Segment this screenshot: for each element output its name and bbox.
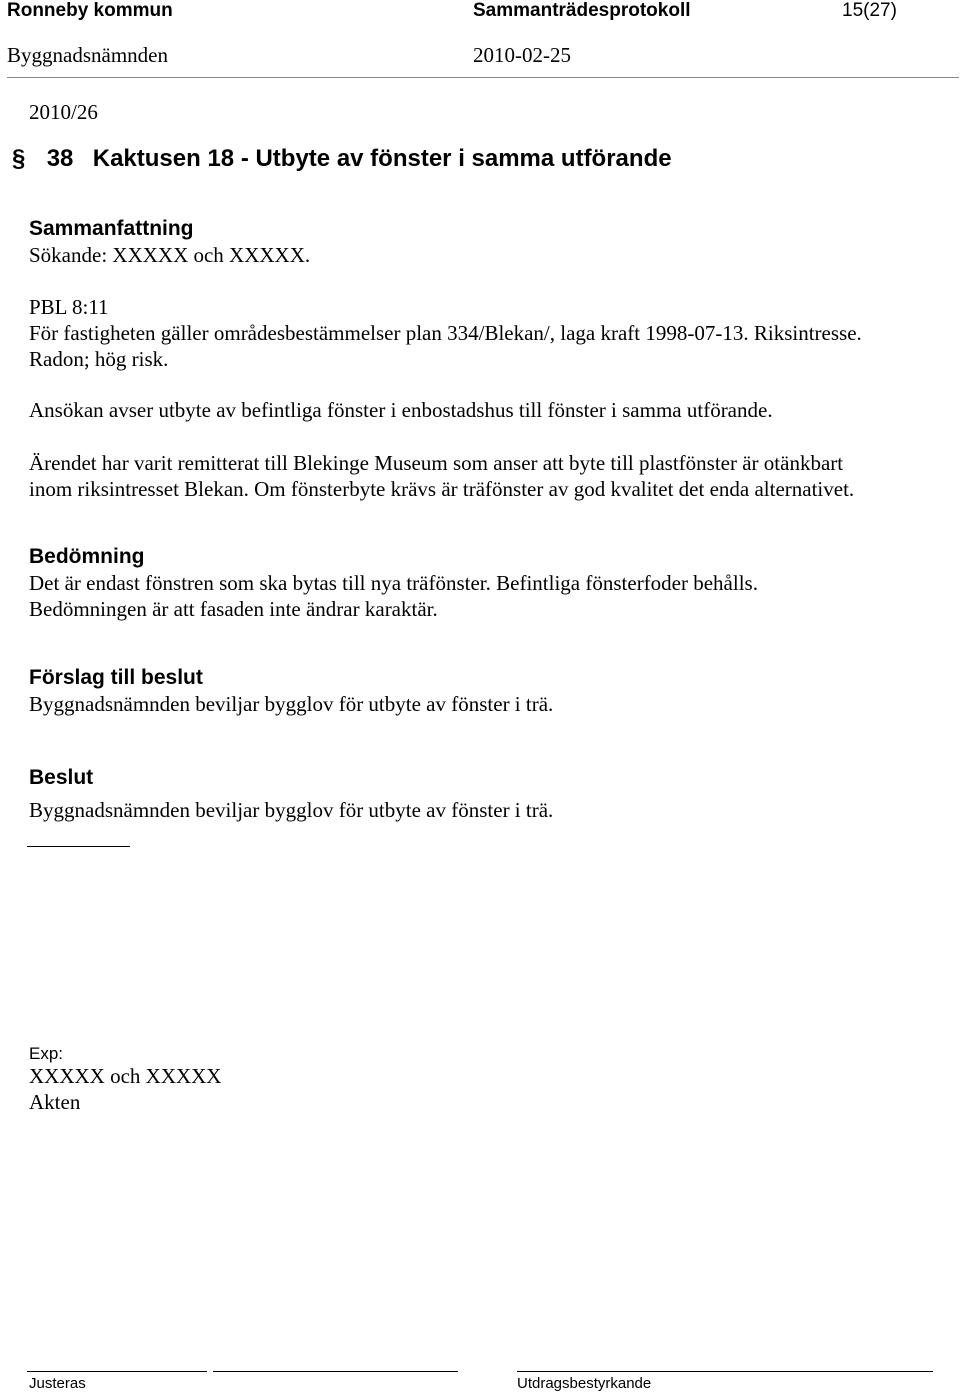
- assessment-line-1: Det är endast fönstren som ska bytas till nya träfönster. Befintliga fönsterfoder behålls.: [29, 571, 758, 595]
- plan-line-1: För fastigheten gäller områdesbestämmelser plan 334/Blekan/, laga kraft 1998-07-13. Riksintresse.: [29, 321, 862, 345]
- paragraph-number: 38: [46, 145, 74, 172]
- plan-line-2: Radon; hög risk.: [29, 347, 169, 371]
- referral-line-1: Ärendet har varit remitterat till Blekinge Museum som anser att byte till plastfönster är otänkbart: [29, 451, 844, 475]
- header-rule: [7, 77, 959, 78]
- verify-signature-line: [27, 1371, 207, 1372]
- verify-signature-line-2: [213, 1371, 458, 1372]
- page-number: 15(27): [842, 0, 897, 21]
- decision-heading: Beslut: [29, 766, 94, 789]
- case-number: 2010/26: [29, 100, 98, 124]
- decision-text: Byggnadsnämnden beviljar bygglov för utbyte av fönster i trä.: [29, 798, 554, 822]
- paragraph-heading: [12, 145, 672, 173]
- dispatch-recipient: XXXXX och XXXXX: [29, 1064, 222, 1088]
- footer-verify: Justeras: [29, 1375, 86, 1392]
- case-title: Kaktusen 18 - Utbyte av fönster i samma utförande: [92, 145, 672, 172]
- assessment-heading: Bedömning: [29, 545, 145, 568]
- proposal-text: Byggnadsnämnden beviljar bygglov för utbyte av fönster i trä.: [29, 692, 554, 716]
- decision-end-rule: [27, 846, 130, 847]
- application-line: Ansökan avser utbyte av befintliga fönster i enbostadshus till fönster i samma utförande.: [29, 398, 773, 422]
- org-name: Ronneby kommun: [7, 0, 173, 21]
- meeting-date: 2010-02-25: [473, 43, 571, 67]
- pbl-line: PBL 8:11: [29, 295, 109, 319]
- referral-line-2: inom riksintresset Blekan. Om fönsterbyte krävs är träfönster av god kvalitet det enda alternativet.: [29, 477, 855, 501]
- dispatch-file: Akten: [29, 1090, 81, 1114]
- document-type: Sammanträdesprotokoll: [473, 0, 691, 21]
- paragraph-sign: §: [12, 145, 26, 172]
- summary-heading: Sammanfattning: [29, 217, 194, 240]
- proposal-heading: Förslag till beslut: [29, 666, 203, 689]
- footer-certify: Utdragsbestyrkande: [517, 1375, 652, 1392]
- assessment-line-2: Bedömningen är att fasaden inte ändrar karaktär.: [29, 597, 438, 621]
- dispatch-label: Exp:: [29, 1044, 64, 1063]
- applicant-line: Sökande: XXXXX och XXXXX.: [29, 243, 311, 267]
- board-name: Byggnadsnämnden: [7, 43, 168, 67]
- certify-signature-line: [517, 1371, 933, 1372]
